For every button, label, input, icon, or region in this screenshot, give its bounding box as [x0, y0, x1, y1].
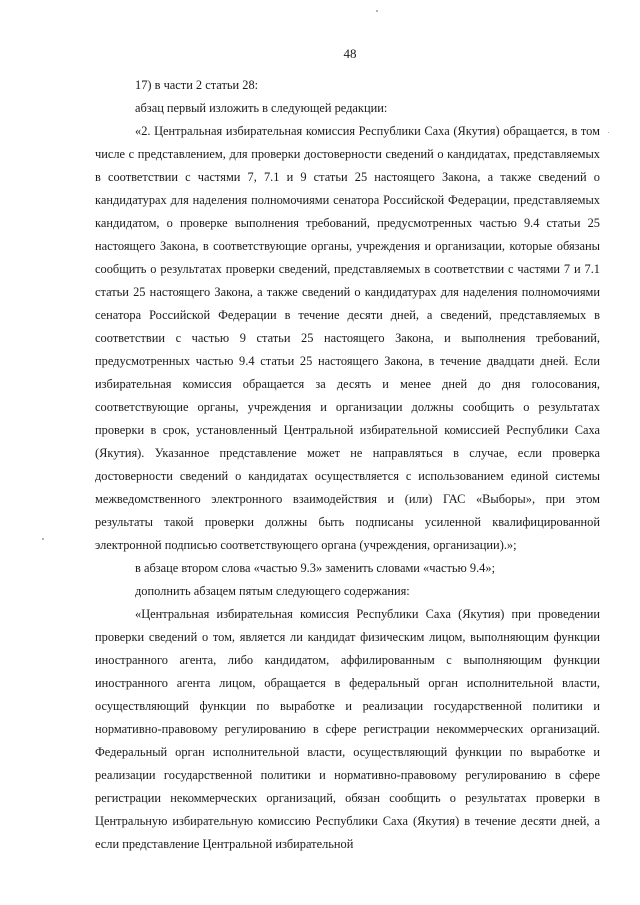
scan-speck: [376, 10, 378, 12]
document-body: [95, 74, 600, 856]
paragraph-new-redaction-part-2: «2. Центральная избирательная комиссия Республики Саха (Якутия) обращается, в том числе с представлением, для проверки достоверности сведений о кандидатах, представляемых в соответствии с частями 7, 7.1 и 9 статьи 25 настоящего Закона, а также сведений о кандидатурах для наделения полномочиями сенатора Российской Федерации, представляемых кандидатом, о проверке выполнения требований, предусмотренных частью 9.4 статьи 25 настоящего Закона, в соответствующие органы, учреждения и организации, которые обязаны сообщить о результатах проверки сведений, представляемых в соответствии с частями 7 и 7.1 статьи 25 настоящего Закона, а также сведений о кандидатурах для наделения полномочиями сенатора Российской Федерации в течение десяти дней, а сведений, представляемых в соответствии с частью 9 статьи 25 настоящего Закона, и выполнения требований, предусмотренных частью 9.4 статьи 25 настоящего Закона, в течение двадцати дней. Если избирательная комиссия обращается за десять и менее дней до дня голосования, соответствующие органы, учреждения и организации должны сообщить о результатах проверки в срок, установленный Центральной избирательной комиссией Республики Саха (Якутия). Указанное представление может не направляться в случае, если проверка достоверности сведений о кандидатах осуществляется с использованием единой системы межведомственного электронного взаимодействия и (или) ГАС «Выборы», при этом результаты такой проверки должны быть подписаны усиленной квалифицированной электронной подписью соответствующего органа (учреждения, организации).»;: [95, 124, 600, 552]
paragraph-item-17: 17) в части 2 статьи 28:: [135, 78, 259, 92]
scan-speck: [608, 132, 609, 133]
page-number: 48: [343, 46, 357, 61]
paragraph-fifth-abzac-text: «Центральная избирательная комиссия Республики Саха (Якутия) при проведении проверки сведений о том, является ли кандидат физическим лицом, выполняющим функции иностранного агента, либо кандидатом, аффилированным с выполняющим функции иностранного агента лицом, обращается в федеральный орган исполнительной власти, осуществляющий функции по выработке и реализации государственной политики и нормативно-правовому регулированию в сфере регистрации некоммерческих организаций. Федеральный орган исполнительной власти, осуществляющий функции по выработке и реализации государственной политики и нормативно-правовому регулированию в сфере регистрации некоммерческих организаций, обязан сообщить о результатах проверки в Центральную избирательную комиссию Республики Саха (Якутия) в течение десяти дней, а если представление Центральной избирательной: [95, 607, 600, 851]
paragraph-add-fifth-abzac: дополнить абзацем пятым следующего содержания:: [135, 584, 410, 598]
scan-speck: [42, 538, 44, 540]
paragraph-first-abzac-instruction: абзац первый изложить в следующей редакции:: [135, 101, 388, 115]
paragraph-second-abzac-replace: в абзаце втором слова «частью 9.3» заменить словами «частью 9.4»;: [135, 561, 496, 575]
